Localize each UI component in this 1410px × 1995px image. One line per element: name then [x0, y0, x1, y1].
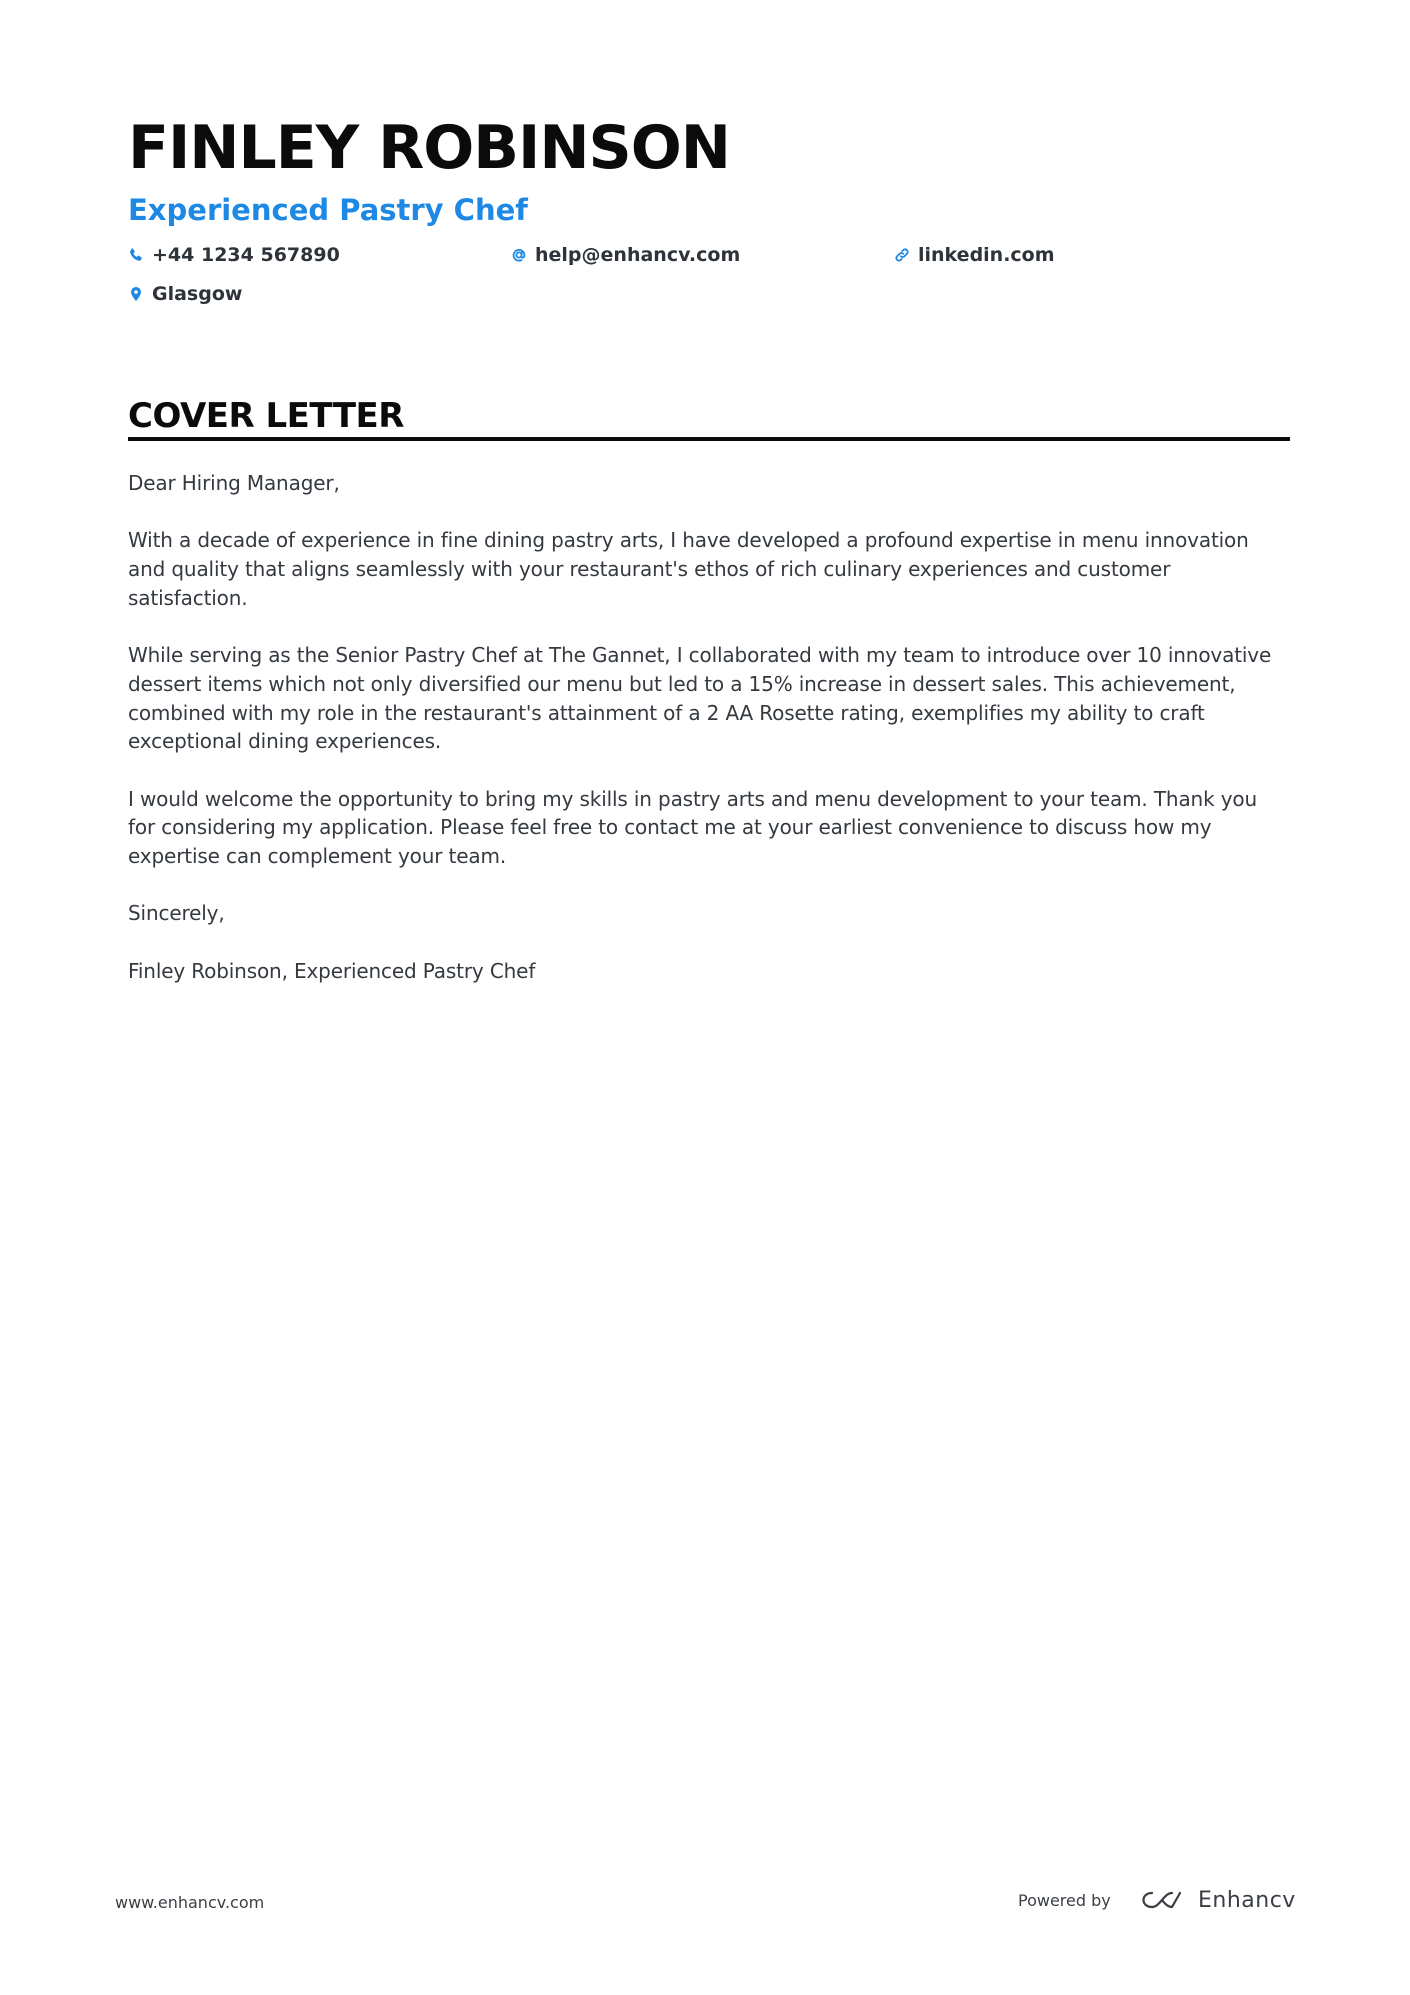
closing: Sincerely, — [128, 901, 225, 926]
phone-text: +44 1234 567890 — [152, 244, 340, 266]
salutation: Dear Hiring Manager, — [128, 471, 340, 495]
at-icon — [511, 247, 527, 263]
letter-paragraph: I would welcome the opportunity to bring my skills in pastry arts and menu development to your team. Thank you for considering my application. Please feel free to contact me at your earliest convenience to discuss how my expertise can complement your team. — [128, 786, 1258, 869]
brand-name: Enhancv — [1198, 1887, 1296, 1913]
map-pin-icon — [128, 286, 144, 302]
powered-by-label: Powered by — [1018, 1891, 1111, 1910]
footer-url[interactable]: www.enhancv.com — [115, 1893, 265, 1912]
website-text: linkedin.com — [918, 244, 1055, 266]
signature: Finley Robinson, Experienced Pastry Chef — [128, 958, 536, 983]
brand-logo — [1138, 1885, 1296, 1915]
letter-body — [128, 469, 1290, 1014]
location-text: Glasgow — [152, 283, 243, 305]
email-text: help@enhancv.com — [535, 244, 741, 266]
letter-paragraph: While serving as the Senior Pastry Chef at The Gannet, I collaborated with my team to introduce over 10 innovative dessert items which not only diversified our menu but led to a 15% increase in dessert sales. This achievement, combined with my role in the restaurant's attainment of a 2 AA Rosette rating, exemplifies my ability to craft exceptional dining experiences. — [128, 643, 1272, 754]
section-divider — [128, 437, 1290, 441]
contact-location — [128, 281, 242, 307]
candidate-name: FINLEY ROBINSON — [128, 113, 730, 183]
section-title: COVER LETTER — [128, 396, 404, 436]
enhancv-logo-icon — [1138, 1888, 1186, 1912]
job-title: Experienced Pastry Chef — [128, 193, 528, 227]
link-icon — [894, 247, 910, 263]
letter-paragraph: With a decade of experience in fine dining pastry arts, I have developed a profound expertise in menu innovation and quality that aligns seamlessly with your restaurant's ethos of rich culinary experiences and customer satisfaction. — [128, 528, 1249, 610]
contact-phone — [128, 242, 340, 268]
contact-website — [894, 242, 1055, 268]
contact-email — [511, 242, 740, 268]
phone-icon — [128, 247, 144, 263]
